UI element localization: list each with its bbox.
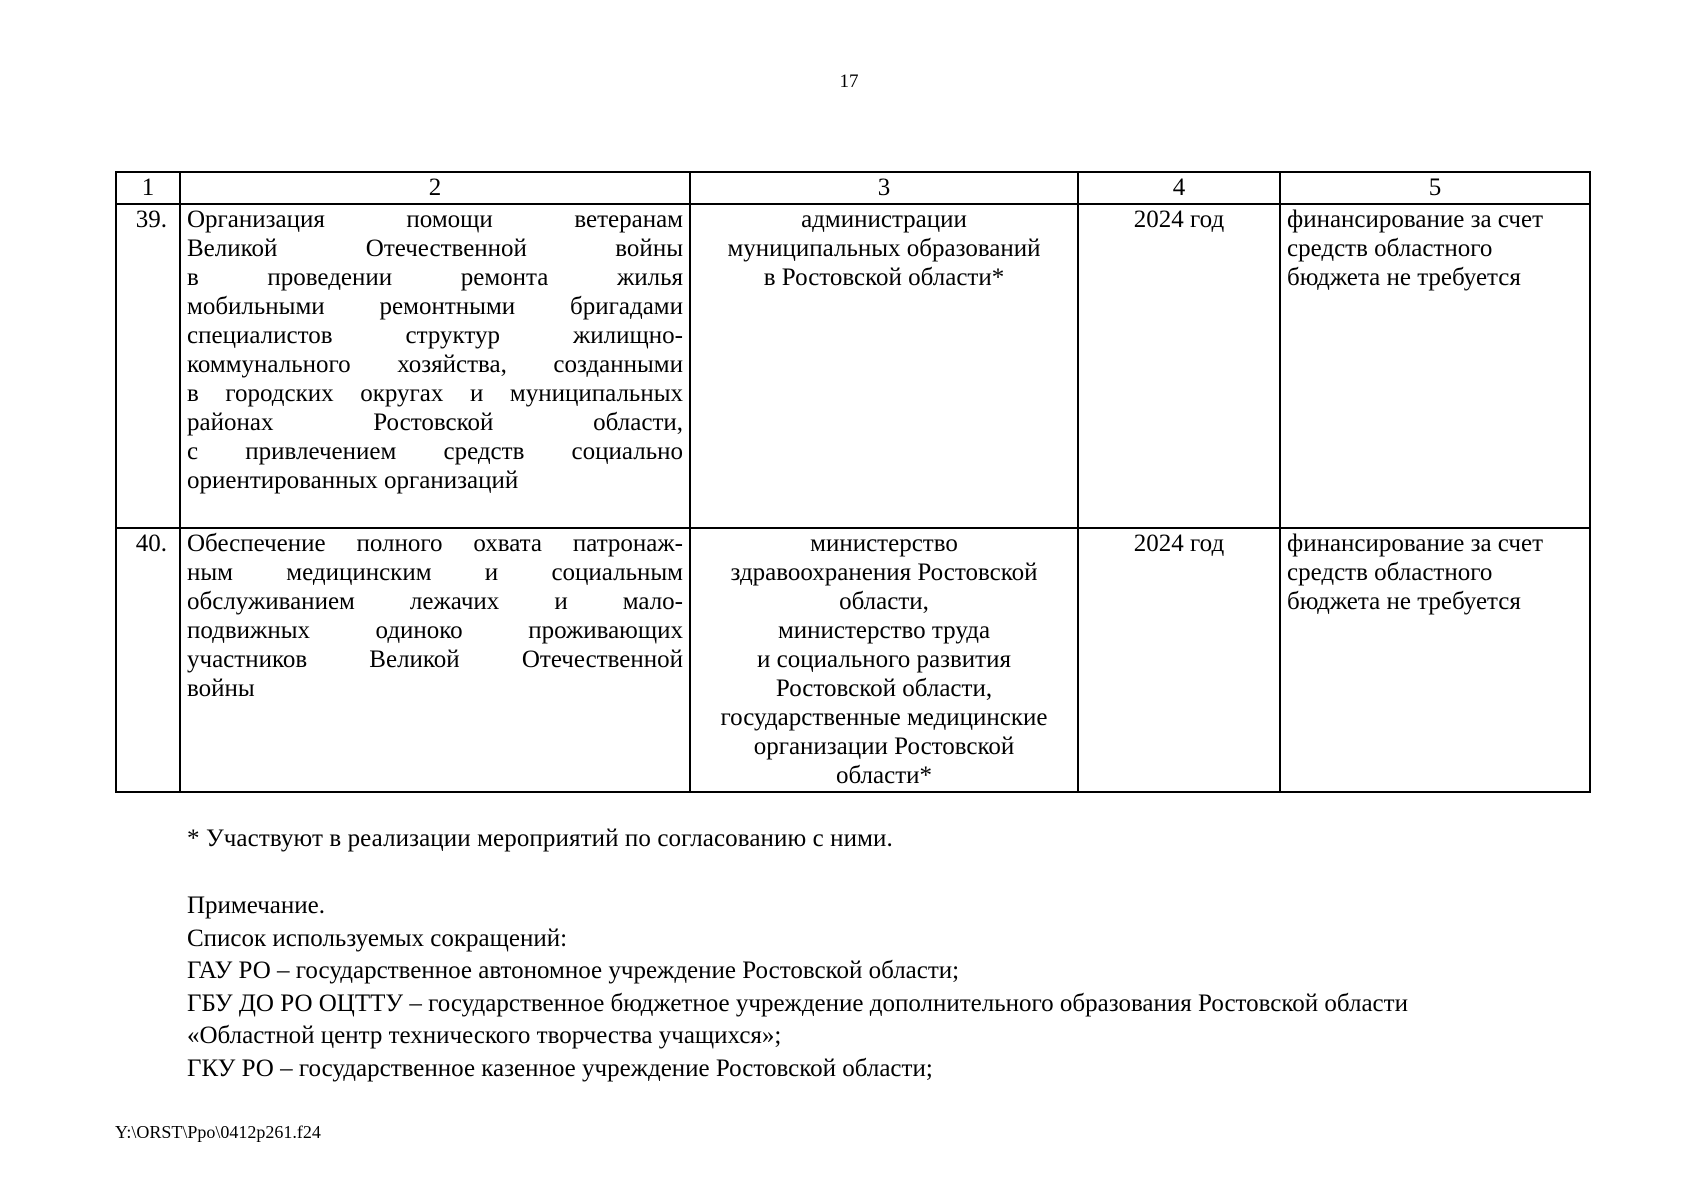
measure-line: ориентированных организаций xyxy=(187,467,519,494)
executor-line: министерство xyxy=(810,530,958,557)
financing-line: бюджета не требуется xyxy=(1287,264,1521,291)
measure-line: участников Великой Отечественной xyxy=(187,646,683,673)
measure-line: коммунального хозяйства, созданными xyxy=(187,351,683,378)
financing-line: финансирование за счет xyxy=(1287,530,1543,557)
measures-table xyxy=(115,171,1591,793)
measure-line: войны xyxy=(187,675,255,702)
term-cell: 2024 год xyxy=(1078,204,1280,528)
notes-subtitle: Список используемых сокращений: xyxy=(187,924,568,952)
abbreviation-line: ГАУ РО – государственное автономное учреждение Ростовской области; xyxy=(187,957,960,984)
column-header: 4 xyxy=(1078,172,1280,204)
financing-line: средств областного xyxy=(1287,235,1493,262)
measure-line: ным медицинским и социальным xyxy=(187,559,683,586)
notes-section xyxy=(187,890,1597,1085)
notes-title: Примечание. xyxy=(187,892,326,919)
table-header-row xyxy=(116,172,1590,204)
column-header: 1 xyxy=(116,172,180,204)
measure-line: подвижных одиноко проживающих xyxy=(187,617,683,644)
financing-cell xyxy=(1280,204,1590,528)
measure-cell xyxy=(180,204,690,528)
measure-line: Обеспечение полного охвата патронаж- xyxy=(187,530,683,557)
measure-line: Великой Отечественной войны xyxy=(187,235,683,262)
executor-line: области, xyxy=(839,588,929,615)
row-number: 39. xyxy=(116,204,180,528)
measure-line: с привлечением средств социально xyxy=(187,438,683,465)
measure-line: обслуживанием лежачих и мало- xyxy=(187,588,683,615)
measure-line: в городских округах и муниципальных xyxy=(187,380,683,407)
page-number: 17 xyxy=(839,71,859,92)
abbreviation-line: ГБУ ДО РО ОЦТТУ – государственное бюджетное учреждение дополнительного образования Ростовской области xyxy=(187,989,1408,1017)
table-row xyxy=(116,528,1590,792)
abbreviation-line: ГКУ РО – государственное казенное учреждение Ростовской области; xyxy=(187,1054,933,1082)
measure-line: Организация помощи ветеранам xyxy=(187,206,683,233)
financing-line: финансирование за счет xyxy=(1287,206,1543,233)
executor-line: здравоохранения Ростовской xyxy=(730,559,1038,586)
executor-line: администрации xyxy=(801,206,967,233)
executor-line: министерство труда xyxy=(777,617,991,644)
measure-line: в проведении ремонта жилья xyxy=(187,264,683,291)
executor-cell xyxy=(690,204,1078,528)
column-header: 5 xyxy=(1280,172,1590,204)
financing-cell xyxy=(1280,528,1590,792)
executor-line: Ростовской области, xyxy=(775,675,993,702)
measure-cell xyxy=(180,528,690,792)
executor-line: организации Ростовской xyxy=(753,733,1015,760)
executor-line: государственные медицинские xyxy=(720,704,1048,731)
term-cell: 2024 год xyxy=(1078,528,1280,792)
executor-line: в Ростовской области* xyxy=(763,264,1005,291)
row-number: 40. xyxy=(116,528,180,792)
table-row xyxy=(116,204,1590,528)
executor-line: области* xyxy=(835,762,933,789)
measure-line: районах Ростовской области, xyxy=(187,409,683,436)
abbreviation-line: «Областной центр технического творчества учащихся»; xyxy=(187,1022,782,1049)
file-path: Y:\ORST\Ppo\0412p261.f24 xyxy=(115,1122,321,1142)
financing-line: средств областного xyxy=(1287,559,1493,586)
financing-line: бюджета не требуется xyxy=(1287,588,1521,615)
column-header: 3 xyxy=(690,172,1078,204)
measure-line: мобильными ремонтными бригадами xyxy=(187,293,683,320)
column-header: 2 xyxy=(180,172,690,204)
footnote: * Участвуют в реализации мероприятий по согласованию с ними. xyxy=(187,825,893,852)
executor-line: и социального развития xyxy=(757,646,1011,673)
executor-cell xyxy=(690,528,1078,792)
measure-line: специалистов структур жилищно- xyxy=(187,322,683,349)
executor-line: муниципальных образований xyxy=(727,235,1041,262)
